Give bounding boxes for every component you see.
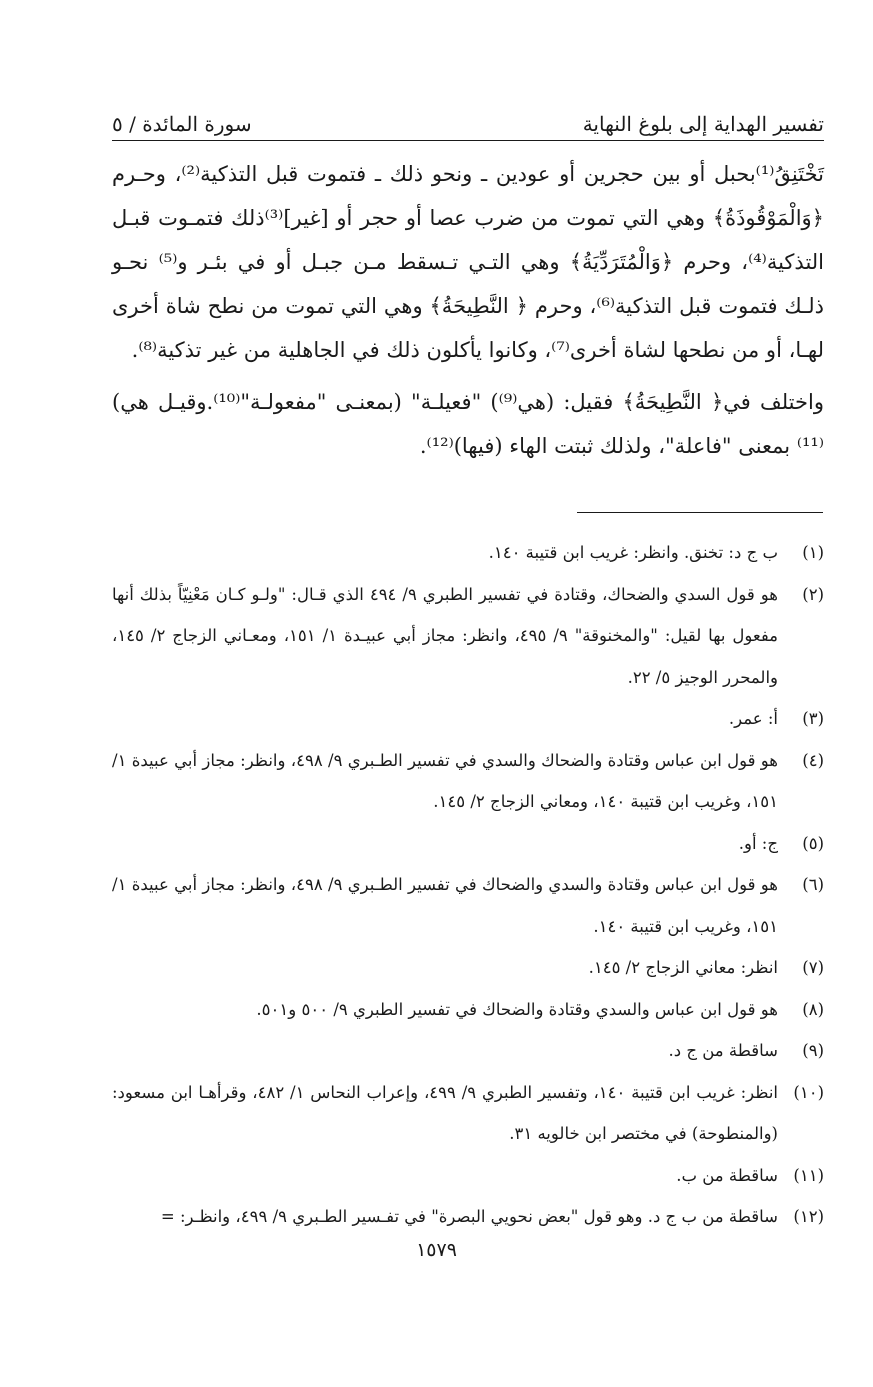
paragraph: واختلف في﴿ النَّطِيحَةُ﴾ فقيل: (هي⁽⁹⁾) "فعيلـة" (بمعنـى "مفعولـة"⁽¹⁰⁾.وقيـل هي)⁽¹¹⁾ بمعنى "فاعلة"، ولذلك ثبتت الهاء (فيها)⁽¹²⁾. [112, 390, 824, 458]
footnote-text: ساقطة من ج د. [668, 1041, 778, 1060]
footnote-text: هو قول ابن عباس وقتادة والضحاك والسدي في تفسير الطـبري ٩/ ٤٩٨، وانظر: مجاز أبي عبيدة ١/ ١٥١، وغريب ابن قتيبة ١٤٠، ومعاني الزجاج ٢/ ١٤٥. [112, 750, 778, 811]
footnote-number: (٣) [802, 709, 824, 728]
footnote-text: انظر: معاني الزجاج ٢/ ١٤٥. [588, 958, 778, 977]
footnote-number: (٥) [802, 833, 824, 853]
main-text [112, 152, 824, 468]
footnote [112, 698, 824, 740]
footnote [112, 989, 824, 1031]
footnote-text: هو قول ابن عباس وقتادة والسدي والضحاك في تفسير الطـبري ٩/ ٤٩٨، وانظر: مجاز أبي عبيدة ١/ ١٥١، وغريب ابن قتيبة ١٤٠. [112, 875, 778, 936]
footnote [112, 1072, 824, 1155]
footnote-number: (١٠) [793, 1082, 824, 1102]
footnote [112, 823, 824, 865]
footnote-text: هو قول السدي والضحاك، وقتادة في تفسير الطبري ٩/ ٤٩٤ الذي قـال: "ولـو كـان مَعْنِيّاً بذلك أنها مفعول بها لقيل: "والمخنوقة" ٩/ ٤٩٥، وانظر: مجاز أبي عبيـدة ١/ ١٥١، ومعـاني الزجاج ٢/ ١٤٥، والمحرر الوجيز ٥/ ٢٢. [112, 584, 779, 687]
footnote-number: (١) [802, 543, 824, 562]
footnote-text: انظر: غريب ابن قتيبة ١٤٠، وتفسير الطبري ٩/ ٤٩٩، وإعراب النحاس ١/ ٤٨٢، وقرأهـا ابن مسعود: (والمنطوحة) في مختصر ابن خالويه ٣١. [112, 1082, 778, 1143]
footnote-text: ساقطة من ب. [676, 1165, 778, 1185]
footnote [112, 864, 824, 947]
footnote [112, 1196, 824, 1238]
footnote-number: (٩) [802, 1041, 824, 1060]
surah-label: سورة المائدة / ٥ [112, 112, 252, 136]
footnote-divider [577, 512, 823, 513]
footnote-number: (٢) [802, 584, 824, 604]
running-header [112, 96, 824, 136]
footnote-number: (١٢) [793, 1207, 824, 1226]
footnote [112, 574, 824, 699]
footnotes [112, 532, 824, 1238]
page-number: ١٥٧٩ [416, 1239, 457, 1261]
footnote [112, 1155, 824, 1197]
paragraph: تَخْتَنِقُ⁽¹⁾بحبل أو بين حجرين أو عودين ـ ونحو ذلك ـ فتموت قبل التذكية⁽²⁾، وحـرم ﴿وَالْمَوْقُوذَةُ﴾ وهي التي تموت من ضرب عصا أو حجر أو [غير]⁽³⁾ذلك فتمـوت قبـل التذكية⁽⁴⁾، وحرم ﴿وَالْمُتَرَدِّيَةُ﴾ وهي التـي تـسقط مـن جبـل أو في بئـر و⁽⁵⁾ نحـو ذلـك فتموت قبل التذكية⁽⁶⁾، وحرم ﴿ النَّطِيحَةُ﴾ وهي التي تموت من نطح شاة أخرى لهـا، أو من نطحها لشاة أخرى⁽⁷⁾، وكانوا يأكلون ذلك في الجاهلية من غير تذكية⁽⁸⁾. [112, 162, 825, 362]
footnote-number: (١١) [793, 1165, 824, 1185]
footnote-text: ب ج د: تخنق. وانظر: غريب ابن قتيبة ١٤٠. [488, 543, 778, 562]
footnote-text: هو قول ابن عباس والسدي وقتادة والضحاك في تفسير الطبري ٩/ ٥٠٠ و٥٠١. [256, 999, 778, 1019]
footnote-text: ساقطة من ب ج د. وهو قول "بعض نحويي البصرة" في تفـسير الطـبري ٩/ ٤٩٩، وانظـر: = [160, 1207, 778, 1226]
footnote [112, 1030, 824, 1072]
footnote-number: (٧) [802, 958, 824, 977]
footnote-number: (٤) [802, 750, 824, 770]
footnote-text: ج: أو. [738, 833, 778, 853]
footnote [112, 947, 824, 989]
footnote-number: (٦) [802, 875, 824, 894]
footnote-number: (٨) [802, 999, 824, 1019]
footnote [112, 532, 824, 574]
footnote-text: أ: عمر. [728, 709, 778, 728]
book-title: تفسير الهداية إلى بلوغ النهاية [582, 112, 824, 136]
footnote [112, 740, 824, 823]
header-divider [112, 140, 824, 141]
